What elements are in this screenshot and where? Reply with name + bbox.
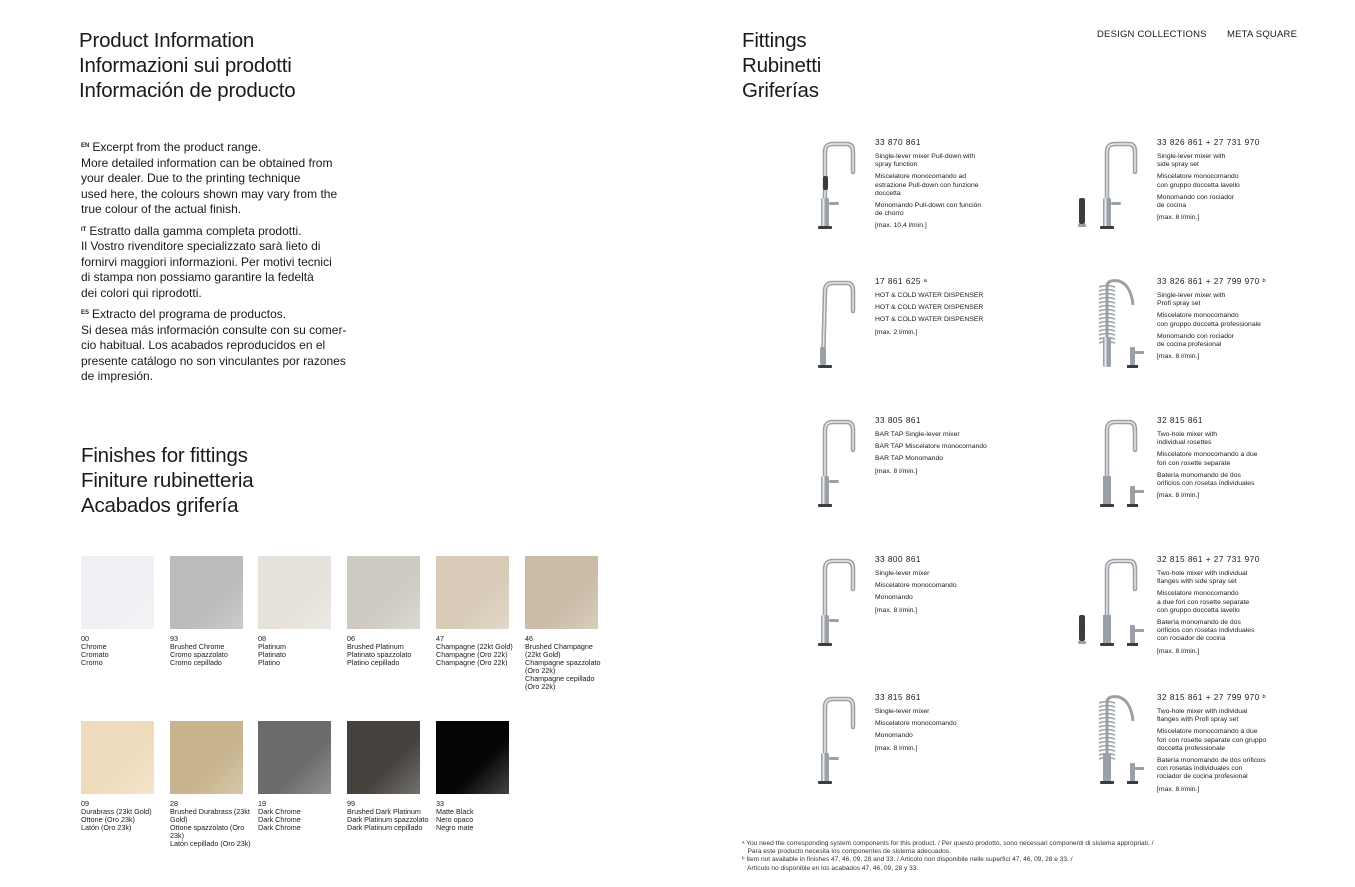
description-line: con gruppo doccetta lavello: [1157, 181, 1240, 189]
description-line: [max. 10,4 l/min.]: [875, 222, 927, 230]
faucet-image: [1075, 693, 1155, 805]
product-description: [1157, 590, 1287, 615]
product-info-heading: [79, 28, 295, 103]
description-line: orificios con rosetas individuales: [1157, 627, 1255, 635]
product-description: [1157, 333, 1287, 349]
finish-color-chip: [170, 721, 243, 794]
product-description: [1157, 312, 1287, 328]
product-info: [875, 138, 1005, 235]
product-item: [803, 138, 1083, 258]
intro-text: [81, 139, 361, 390]
product-code: 33 800 861: [875, 555, 921, 564]
finish-code: 08: [258, 634, 266, 643]
product-description: [875, 468, 1005, 476]
description-line: [max. 8 l/min.]: [1157, 214, 1200, 222]
product-description: [875, 173, 1005, 198]
finish-code: 33: [436, 799, 444, 808]
finish-name: Latón cepillado (Oro 23k): [170, 839, 251, 848]
intro-line: Estratto dalla gamma completa prodotti.: [89, 223, 302, 238]
product-description: [875, 431, 1005, 439]
product-description: [875, 222, 1005, 230]
description-line: Single-lever mixer: [875, 708, 930, 715]
product-code: 33 870 861: [875, 138, 921, 147]
finish-color-chip: [258, 721, 331, 794]
description-line: side spray set: [1157, 161, 1199, 169]
product-description: [1157, 292, 1287, 308]
product-description: [875, 153, 1005, 169]
product-item: [803, 277, 1083, 397]
finish-code: 00: [81, 634, 89, 643]
product-description: [1157, 431, 1287, 447]
finish-name: Ottone (Oro 23k): [81, 815, 135, 824]
heading-line: Finiture rubinetteria: [81, 469, 254, 492]
description-line: Single-lever mixer: [875, 570, 930, 577]
product-code: 17 861 625 ᵃ: [875, 277, 928, 286]
description-line: [max. 8 l/min.]: [1157, 647, 1200, 655]
description-line: Two-hole mixer with: [1157, 431, 1218, 438]
description-line: Miscelatore monocomando a due: [1157, 451, 1258, 459]
description-line: estrazione Pull-down con funzione: [875, 181, 979, 189]
description-line: [max. 8 l/min.]: [1157, 492, 1200, 500]
product-info: [1157, 138, 1287, 226]
description-line: Batería monomando de dos orificios: [1157, 757, 1266, 765]
description-line: Miscelatore monocomando: [875, 720, 957, 728]
product-description: [875, 708, 1005, 716]
finish-code: 06: [347, 634, 355, 643]
finishes-heading: [81, 443, 253, 518]
intro-line: Il Vostro rivenditore specializzato sarà lieto di: [81, 239, 321, 253]
description-line: con gruppo doccetta professionale: [1157, 320, 1261, 328]
description-line: Miscelatore monocomando ad: [875, 173, 967, 181]
product-description: [1157, 570, 1287, 586]
description-line: HOT & COLD WATER DISPENSER: [875, 292, 984, 299]
product-item: [1085, 693, 1355, 813]
intro-line: true colour of the actual finish.: [81, 202, 242, 216]
finish-color-chip: [81, 556, 154, 629]
product-description: [875, 732, 1005, 740]
finish-code: 93: [170, 634, 178, 643]
product-description: [1157, 153, 1287, 169]
product-description: [875, 329, 1005, 337]
finish-code: 28: [170, 799, 178, 808]
product-description: [1157, 472, 1287, 488]
product-code: 33 826 861 + 27 799 970 ᵇ: [1157, 277, 1267, 286]
description-line: flanges with Profi spray set: [1157, 716, 1239, 724]
product-item: [1085, 555, 1355, 675]
description-line: Profi spray set: [1157, 300, 1201, 308]
finish-color-chip: [436, 556, 509, 629]
finish-color-chip: [258, 556, 331, 629]
product-description: [875, 202, 1005, 218]
product-item: [803, 416, 1083, 536]
description-line: spray function: [875, 161, 918, 169]
description-line: de chorro: [875, 210, 904, 218]
description-line: Batería monomando de dos: [1157, 471, 1241, 479]
faucet-image: [793, 138, 873, 250]
finish-name: Cromo spazzolato: [170, 650, 228, 659]
finish-color-chip: [347, 721, 420, 794]
finish-swatch: [436, 721, 510, 832]
intro-line: presente catálogo no son vinculantes por razones: [81, 353, 346, 368]
product-item: [803, 555, 1083, 675]
description-line: [max. 8 l/min.]: [1157, 785, 1200, 793]
description-line: Monomando con rociador: [1157, 332, 1235, 340]
intro-it: [81, 223, 361, 302]
product-info: [875, 693, 1005, 757]
finish-name: Platinato spazzolato: [347, 650, 412, 659]
description-line: Batería monomando de dos: [1157, 619, 1241, 627]
nav-design-collections[interactable]: DESIGN COLLECTIONS: [1097, 29, 1207, 40]
product-item: [1085, 277, 1355, 397]
description-line: Two-hole mixer with individual: [1157, 708, 1248, 715]
product-item: [1085, 416, 1355, 536]
product-description: [875, 443, 1005, 451]
description-line: Monomando con rociador: [1157, 193, 1235, 201]
description-line: fori con rosette separate: [1157, 459, 1231, 467]
description-line: Single-lever mixer with: [1157, 153, 1226, 160]
finish-swatch: [525, 556, 599, 691]
faucet-image: [793, 693, 873, 805]
nav-meta-square[interactable]: META SQUARE: [1227, 29, 1298, 40]
description-line: Miscelatore monocomando a due: [1157, 728, 1258, 736]
finish-name: Chrome: [81, 642, 107, 651]
finish-name: Platino cepillado: [347, 658, 400, 667]
faucet-image: [1075, 138, 1155, 250]
finish-name: Latón (Oro 23k): [81, 823, 132, 832]
finish-name: Champagne (22kt Gold): [436, 642, 513, 651]
intro-en: [81, 139, 361, 218]
finish-swatch: [436, 556, 513, 667]
faucet-image: [793, 277, 873, 389]
product-description: [1157, 173, 1287, 189]
product-description: [1157, 648, 1287, 656]
finish-swatch: [81, 721, 155, 832]
product-code: 32 815 861 + 27 799 970 ᵇ: [1157, 693, 1267, 702]
finish-code: 47: [436, 634, 444, 643]
finish-name: Dark Chrome: [258, 815, 301, 824]
finish-color-chip: [436, 721, 509, 794]
description-line: HOT & COLD WATER DISPENSER: [875, 316, 984, 324]
product-code: 33 805 861: [875, 416, 921, 425]
finish-name: Brushed Chrome: [170, 642, 225, 651]
finish-code: 09: [81, 799, 89, 808]
product-info: [875, 555, 1005, 619]
faucet-image: [793, 416, 873, 528]
product-description: [875, 745, 1005, 753]
product-info: [1157, 693, 1287, 798]
description-line: [max. 8 l/min.]: [1157, 353, 1200, 361]
product-info: [875, 277, 1005, 341]
description-line: con gruppo doccetta lavello: [1157, 606, 1240, 614]
finish-color-chip: [81, 721, 154, 794]
product-description: [875, 594, 1005, 602]
description-line: flanges with side spray set: [1157, 578, 1237, 586]
finish-swatch: [170, 556, 244, 667]
finish-name: Brushed Platinum: [347, 642, 404, 651]
product-info: [1157, 416, 1287, 504]
faucet-image: [793, 555, 873, 667]
description-line: Miscelatore monocomando: [875, 582, 957, 590]
finish-code: 99: [347, 799, 355, 808]
footnote-line: ᵃ You need the corresponding system components for this product. / Per questo prodotto, sono necessari componenti di sistema appropriati. /: [742, 840, 1154, 847]
heading-line: Rubinetti: [742, 54, 822, 77]
description-line: Miscelatore monocomando: [1157, 312, 1239, 320]
fittings-heading: [742, 28, 821, 103]
intro-line: your dealer. Due to the printing technique: [81, 171, 301, 185]
intro-line: de impresión.: [81, 369, 154, 383]
finish-name: Negro mate: [436, 823, 474, 832]
product-description: [875, 607, 1005, 615]
product-description: [875, 304, 1005, 312]
intro-line: Excerpt from the product range.: [92, 140, 262, 154]
finish-name: Platino: [258, 658, 280, 667]
finish-swatch: [170, 721, 251, 848]
product-description: [1157, 214, 1287, 222]
lang-tag-it: IT: [81, 226, 87, 233]
product-item: [803, 693, 1083, 813]
faucet-image: [1075, 555, 1155, 667]
finish-swatch: [258, 721, 332, 832]
product-item: [1085, 138, 1355, 258]
finish-name: Champagne (Oro 22k): [436, 658, 508, 667]
finish-swatch: [258, 556, 332, 667]
product-info: [875, 416, 1005, 480]
product-description: [1157, 492, 1287, 500]
description-line: Miscelatore monocomando: [1157, 173, 1239, 181]
product-description: [875, 292, 1005, 300]
finish-name: Nero opaco: [436, 815, 474, 824]
product-info: [1157, 277, 1287, 365]
description-line: Monomando: [875, 594, 913, 602]
description-line: Monomando: [875, 732, 913, 740]
footnote-line: Para este producto necesita los componentes de sistema adecuados.: [742, 848, 951, 856]
description-line: [max. 8 l/min.]: [875, 467, 918, 475]
finish-name: Platinato: [258, 650, 286, 659]
finish-name: Ottone spazzolato (Oro 23k): [170, 823, 245, 840]
finish-swatch: [347, 721, 429, 832]
finish-name: Durabrass (23kt Gold): [81, 807, 152, 816]
finish-name: Champagne spazzolato (Oro 22k): [525, 658, 601, 675]
finish-name: Brushed Champagne (22kt Gold): [525, 642, 593, 659]
finish-code: 46: [525, 634, 533, 643]
heading-line: Información de producto: [79, 79, 296, 102]
description-line: orificios con rosetas individuales: [1157, 480, 1255, 488]
heading-line: Acabados grifería: [81, 494, 239, 517]
description-line: fori con rosette separate con gruppo: [1157, 736, 1267, 744]
footnote-line: ᵇ Item not available in finishes 47, 46, 09, 28 and 33. / Articolo non disponibile nelle superfici 47, 46, 09, 28 e 33. /: [742, 856, 1073, 864]
description-line: Miscelatore monocomando: [1157, 590, 1239, 598]
intro-line: dei colori qui riprodotti.: [81, 285, 202, 300]
finish-name: Dark Platinum spazzolato: [347, 815, 429, 824]
intro-es: [81, 306, 361, 385]
product-description: [1157, 619, 1287, 644]
finish-name: Dark Platinum cepillado: [347, 823, 423, 832]
description-line: a due fori con rosette separate: [1157, 598, 1250, 606]
footnotes: [742, 840, 1154, 873]
heading-line: Griferías: [742, 79, 819, 102]
product-description: [875, 582, 1005, 590]
description-line: individual rosettes: [1157, 439, 1212, 447]
description-line: de cocina profesional: [1157, 341, 1222, 349]
finish-name: Champagne cepillado (Oro 22k): [525, 674, 595, 691]
product-code: 32 815 861: [1157, 416, 1203, 425]
finish-name: Champagne (Oro 22k): [436, 650, 508, 659]
lang-tag-es: ES: [81, 310, 90, 316]
finish-name: Brushed Durabrass (23kt Gold): [170, 807, 250, 824]
product-code: 32 815 861 + 27 731 970: [1157, 555, 1260, 564]
intro-line: used here, the colours shown may vary from the: [81, 186, 338, 201]
description-line: doccetta professionale: [1157, 744, 1226, 752]
description-line: doccetta: [875, 189, 901, 197]
finish-color-chip: [170, 556, 243, 629]
product-description: [875, 455, 1005, 463]
description-line: [max. 8 l/min.]: [875, 606, 918, 614]
description-line: BAR TAP Monomando: [875, 455, 944, 463]
intro-line: More detailed information can be obtained from: [81, 155, 333, 170]
product-description: [1157, 786, 1287, 794]
description-line: Monomando Pull-down con función: [875, 202, 982, 210]
description-line: BAR TAP Miscelatore monocomando: [875, 443, 987, 451]
description-line: BAR TAP Single-lever mixer: [875, 431, 960, 438]
finish-name: Dark Chrome: [258, 823, 301, 832]
description-line: [max. 8 l/min.]: [875, 744, 918, 752]
finish-code: 19: [258, 799, 266, 808]
description-line: con rosetas individuales con: [1157, 765, 1243, 773]
description-line: HOT & COLD WATER DISPENSER: [875, 304, 984, 312]
product-description: [1157, 708, 1287, 724]
finish-name: Cromo: [81, 658, 103, 667]
heading-line: Fittings: [742, 29, 807, 52]
product-description: [1157, 353, 1287, 361]
finish-swatch: [81, 556, 155, 667]
description-line: de cocina: [1157, 202, 1187, 210]
faucet-image: [1075, 277, 1155, 389]
heading-line: Informazioni sui prodotti: [79, 54, 292, 77]
finish-name: Brushed Dark Platinum: [347, 807, 421, 816]
finish-name: Platinum: [258, 642, 286, 651]
finish-swatch: [347, 556, 421, 667]
description-line: con rociador de cocina: [1157, 635, 1226, 643]
product-description: [875, 720, 1005, 728]
heading-line: Finishes for fittings: [81, 444, 248, 467]
description-line: rociador de cocina profesional: [1157, 773, 1248, 781]
finish-name: Cromato: [81, 650, 109, 659]
product-description: [875, 570, 1005, 578]
finish-color-chip: [525, 556, 598, 629]
product-description: [1157, 757, 1287, 782]
finish-color-chip: [347, 556, 420, 629]
finish-name: Cromo cepillado: [170, 658, 222, 667]
product-description: [1157, 194, 1287, 210]
intro-line: di stampa non possiamo garantire la fedeltà: [81, 270, 314, 284]
intro-line: cio habitual. Los acabados reproducidos en el: [81, 338, 326, 352]
description-line: Single-lever mixer with: [1157, 292, 1226, 299]
description-line: Single-lever mixer Pull-down with: [875, 153, 976, 160]
description-line: [max. 2 l/min.]: [875, 328, 918, 336]
footnote-line: Artículo no disponible en los acabados 47, 46, 09, 28 y 33.: [742, 864, 919, 872]
heading-line: Product Information: [79, 29, 255, 52]
finish-name: Matte Black: [436, 807, 474, 816]
intro-line: Si desea más información consulte con su comer-: [81, 322, 347, 337]
product-description: [1157, 451, 1287, 467]
lang-tag-en: EN: [81, 143, 90, 149]
product-info: [1157, 555, 1287, 660]
intro-line: fornirvi maggiori informazioni. Per motivi tecnici: [81, 254, 332, 269]
product-code: 33 826 861 + 27 731 970: [1157, 138, 1260, 147]
finish-name: Dark Chrome: [258, 807, 301, 816]
product-description: [875, 316, 1005, 324]
product-code: 33 815 861: [875, 693, 921, 702]
description-line: Two-hole mixer with individual: [1157, 570, 1248, 577]
product-description: [1157, 728, 1287, 753]
intro-line: Extracto del programa de productos.: [92, 307, 287, 321]
faucet-image: [1075, 416, 1155, 528]
